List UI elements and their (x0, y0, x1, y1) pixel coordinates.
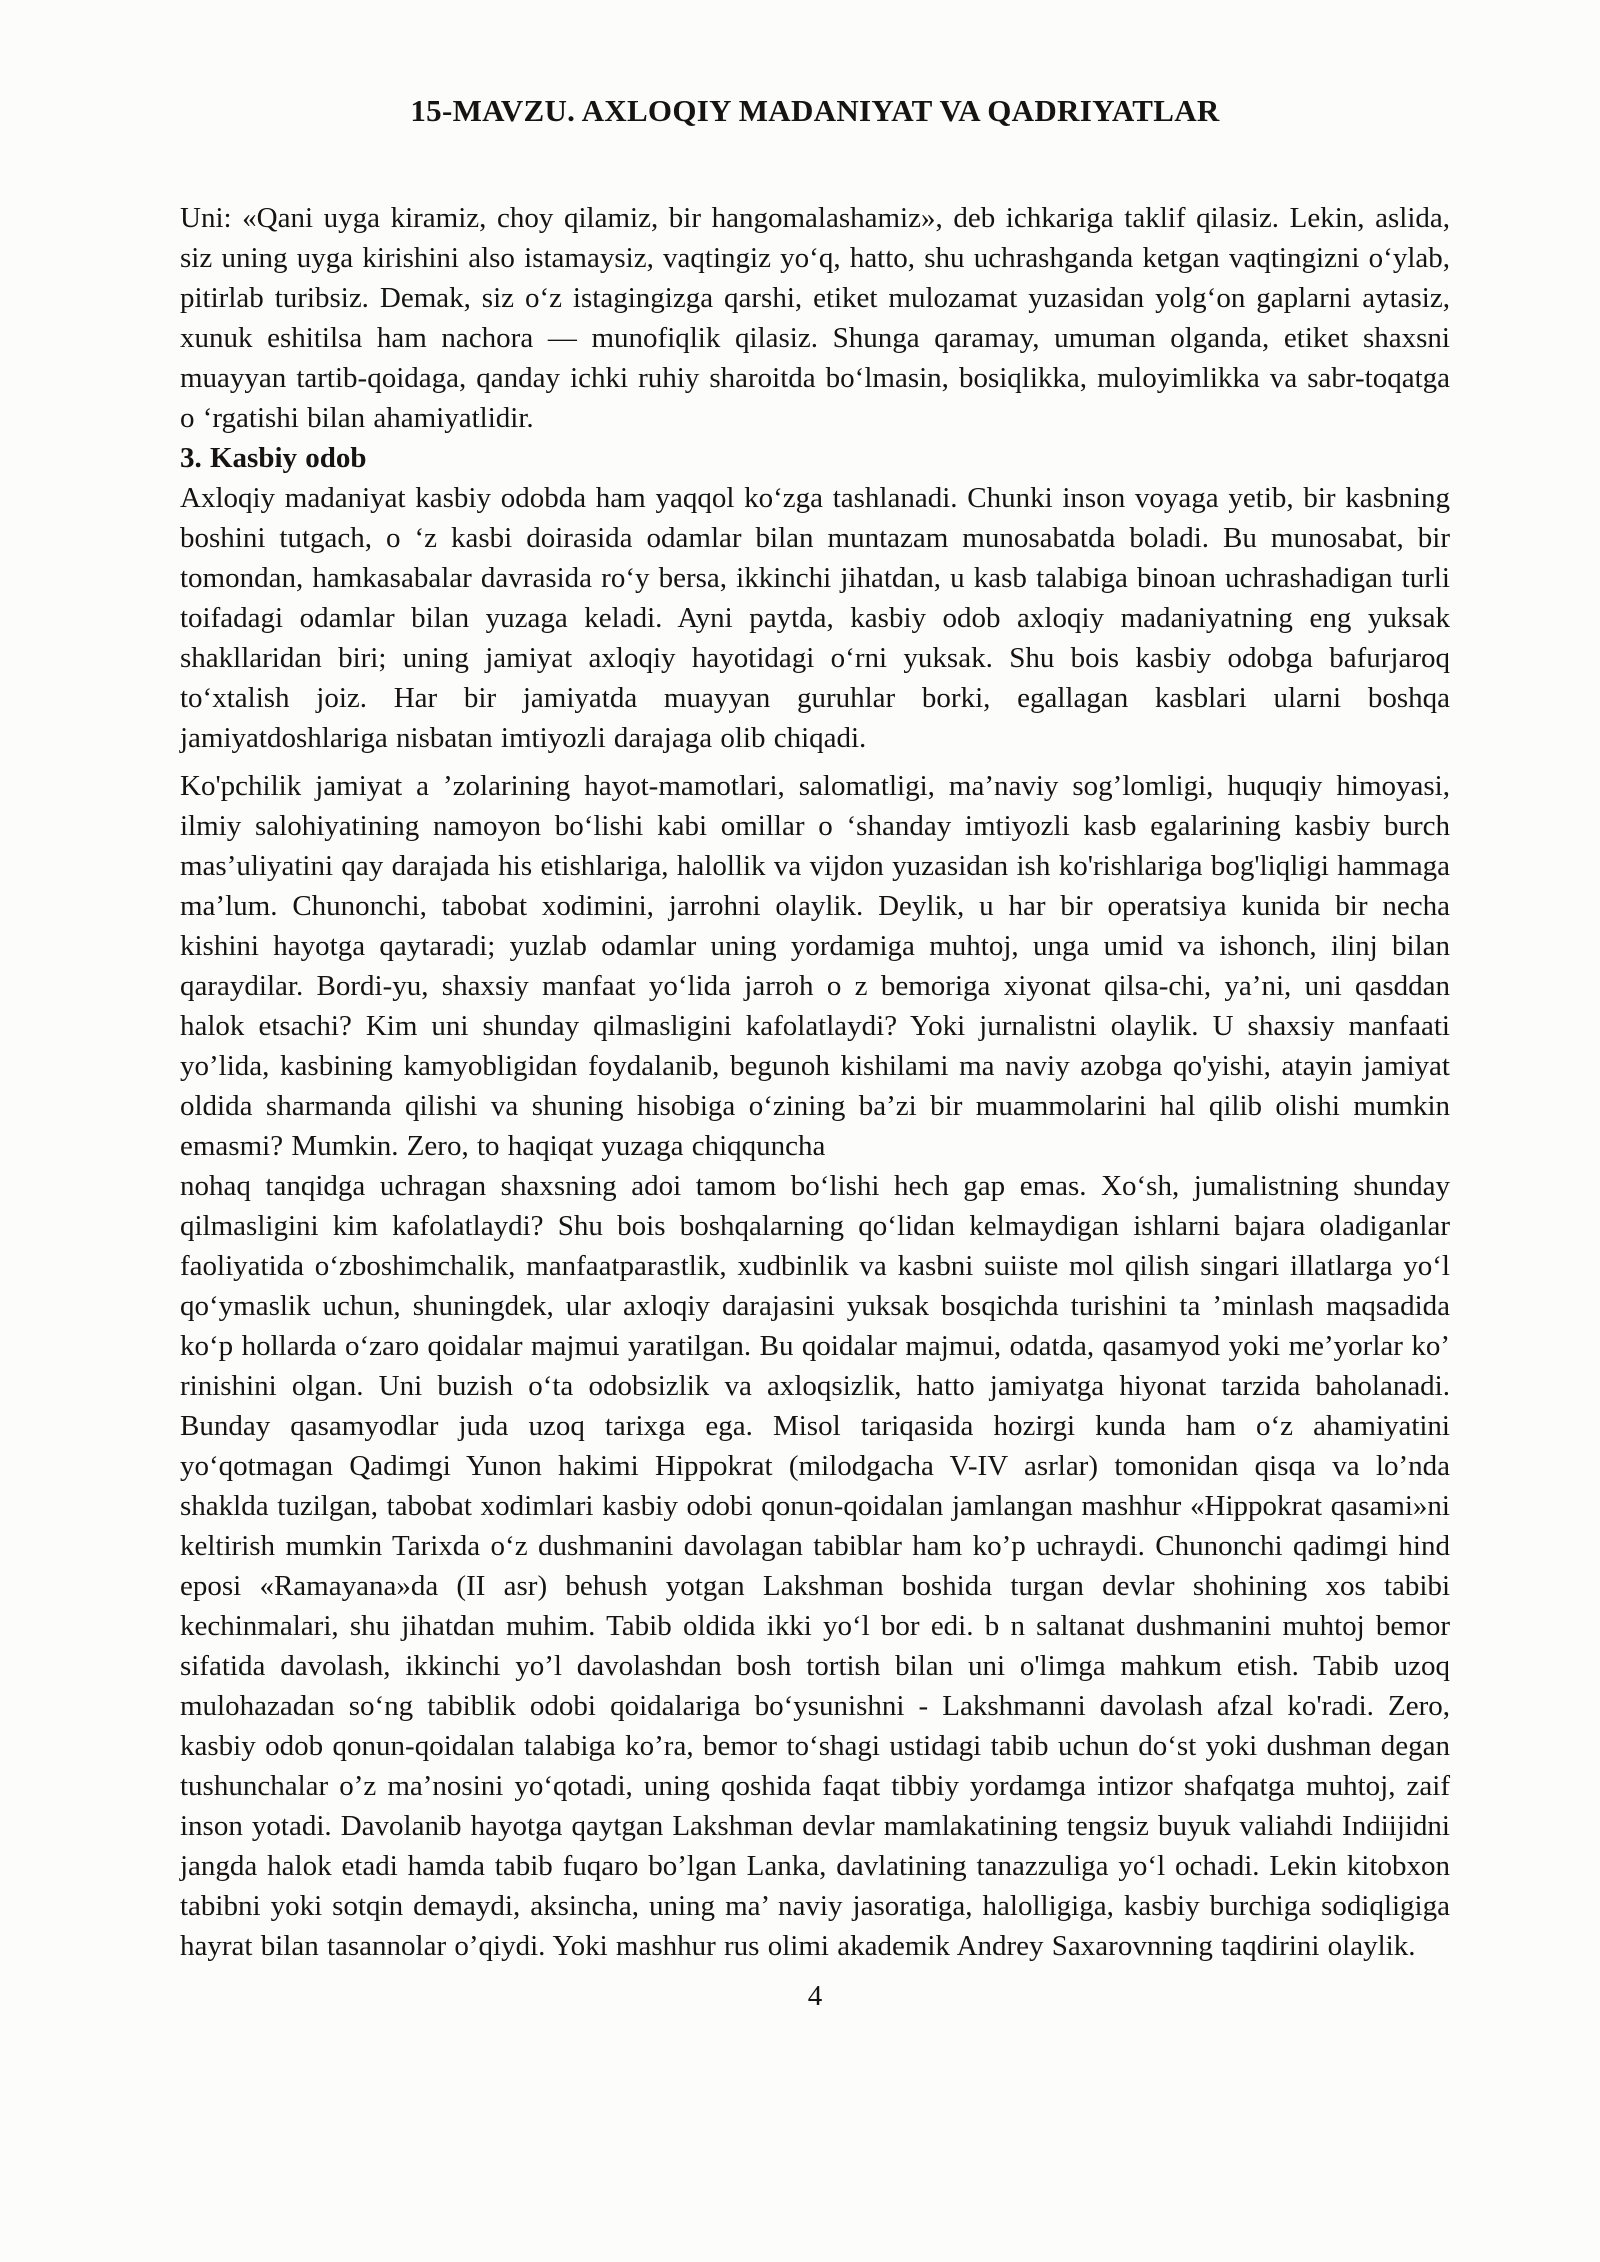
document-body (180, 198, 1450, 1966)
paragraph-etiket: Uni: «Qani uyga kiramiz, choy qilamiz, bir hangomalashamiz», deb ichkariga taklif qilasiz. Lekin, aslida, siz uning uyga kirishini also istamaysiz, vaqtingiz yo‘q, hatto, shu uchrashganda ketgan vaqtingizni o‘ylab, pitirlab turibsiz. Demak, siz o‘z istagingizga qarshi, etiket mulozamat yuzasidan yolg‘on gaplarni aytasiz, xunuk eshitilsa ham nachora — munofiqlik qilasiz. Shunga qaramay, umuman olganda, etiket shaxsni muayyan tartib-qoidaga, qanday ichki ruhiy sharoitda bo‘lmasin, bosiqlikka, muloyimlikka va sabr-toqatga o ‘rgatishi bilan ahamiyatlidir. (180, 202, 1450, 434)
paragraph-qasamyod-tarixi: nohaq tanqidga uchragan shaxsning adoi tamom bo‘lishi hech gap emas. Xo‘sh, jumalistning shunday qilmasligini kim kafolatlaydi? Shu bois boshqalarning qo‘lidan kelmaydigan ishlarni bajara oladiganlar faoliyatida o‘zboshimchalik, manfaatparastlik, xudbinlik va kasbni suiiste mol qilish singari illatlarga yo‘l qo‘ymaslik uchun, shuningdek, ular axloqiy darajasini yuksak bosqichda turishini ta ’minlash maqsadida ko‘p hollarda o‘zaro qoidalar majmui yaratilgan. Bu qoidalar majmui, odatda, qasamyod yoki me’yorlar ko’ rinishini olgan. Uni buzish o‘ta odobsizlik va axloqsizlik, hatto jamiyatga hiyonat tarzida baholanadi. Bunday qasamyodlar juda uzoq tarixga ega. Misol tariqasida hozirgi kunda ham o‘z ahamiyatini yo‘qotmagan Qadimgi Yunon hakimi Hippokrat (milodgacha V-IV asrlar) tomonidan qisqa va lo’nda shaklda tuzilgan, tabobat xodimlari kasbiy odobi qonun-qoidalan jamlangan mashhur «Hippokrat qasami»ni keltirish mumkin Tarixda o‘z dushmanini davolagan tabiblar ham ko’p uchraydi. Chunonchi qadimgi hind eposi «Ramayana»da (II asr) behush yotgan Lakshman boshida turgan devlar shohining xos tabibi kechinmalari, shu jihatdan muhim. Tabib oldida ikki yo‘l bor edi. b n saltanat dushmanini muhtoj bemor sifatida davolash, ikkinchi yo’l davolashdan bosh tortish bilan uni o'limga mahkum etish. Tabib uzoq mulohazadan so‘ng tabiblik odobi qoidalariga bo‘ysunishni - Lakshmanni davolash afzal ko'radi. Zero, kasbiy odob qonun-qoidalan talabiga ko’ra, bemor to‘shagi ustidagi tabib uchun do‘st yoki dushman degan tushunchalar o’z ma’nosini yo‘qotadi, uning qoshida faqat tibbiy yordamga intizor shafqatga muhtoj, zaif inson yotadi. Davolanib hayotga qaytgan Lakshman devlar mamlakatining tengsiz buyuk valiahdi Indiijidni jangda halok etadi hamda tabib fuqaro bo’lgan Lanka, davlatining tanazzuliga yo‘l ochadi. Lekin kitobxon tabibni yoki sotqin demaydi, aksincha, uning ma’ naviy jasoratiga, halolligiga, kasbiy burchiga sodiqligiga hayrat bilan tasannolar o’qiydi. Yoki mashhur rus olimi akademik Andrey Saxarovnning taqdirini olaylik. (180, 1170, 1450, 1962)
page-number: 4 (807, 1980, 823, 2012)
page-title: 15-MAVZU. AXLOQIY MADANIYAT VA QADRIYATLAR (410, 93, 1220, 128)
paragraph-kasbiy-odob-intro: Axloqiy madaniyat kasbiy odobda ham yaqqol ko‘zga tashlanadi. Chunki inson voyaga yetib, bir kasbning boshini tutgach, o ‘z kasbi doirasida odamlar bilan muntazam munosabatda boladi. Bu munosabat, bir tomondan, hamkasabalar davrasida ro‘y bersa, ikkinchi jihatdan, u kasb talabiga binoan uchrashadigan turli toifadagi odamlar bilan yuzaga keladi. Ayni paytda, kasbiy odob axloqiy madaniyatning eng yuksak shakllaridan biri; uning jamiyat axloqiy hayotidagi o‘rni yuksak. Shu bois kasbiy odobga bafurjaroq to‘xtalish joiz. Har bir jamiyatda muayyan guruhlar borki, egallagan kasblari ularni boshqa jamiyatdoshlariga nisbatan imtiyozli darajaga olib chiqadi. (180, 482, 1450, 754)
paragraph-kasbiy-burch: Ko'pchilik jamiyat a ’zolarining hayot-mamotlari, salomatligi, ma’naviy sog’lomligi, huquqiy himoyasi, ilmiy salohiyatining namoyon bo‘lishi kabi omillar o ‘shanday imtiyozli kasb egalarining kasbiy burch mas’uliyatini qay darajada his etishlariga, halollik va vijdon yuzasidan ish ko'rishlariga bog'liqligi hammaga ma’lum. Chunonchi, tabobat xodimini, jarrohni olaylik. Deylik, u har bir operatsiya kunida bir necha kishini hayotga qaytaradi; yuzlab odamlar uning yordamiga muhtoj, unga umid va ishonch, ilinj bilan qaraydilar. Bordi-yu, shaxsiy manfaat yo‘lida jarroh o z bemoriga xiyonat qilsa-chi, ya’ni, uni qasddan halok etsachi? Kim uni shunday qilmasligini kafolatlaydi? Yoki jurnalistni olaylik. U shaxsiy manfaati yo’lida, kasbining kamyobligidan foydalanib, begunoh kishilami ma naviy azobga qo'yishi, atayin jamiyat oldida sharmanda qilishi va shuning hisobiga o‘zining ba’zi bir muammolarini hal qilib olishi mumkin emasmi? Mumkin. Zero, to haqiqat yuzaga chiqquncha (180, 770, 1450, 1162)
section-heading-kasbiy-odob: 3. Kasbiy odob (180, 442, 367, 474)
